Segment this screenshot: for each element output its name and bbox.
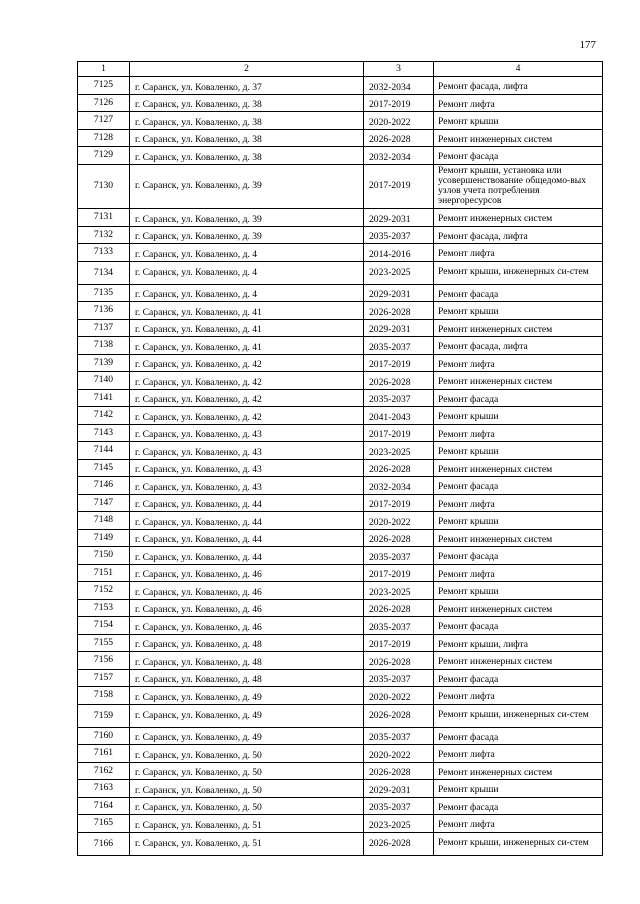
address-cell: г. Саранск, ул. Коваленко, д. 43 <box>130 442 364 460</box>
address-cell: г. Саранск, ул. Коваленко, д. 42 <box>130 407 364 425</box>
row-number-cell: 7143 <box>78 424 130 442</box>
table-row <box>78 319 603 337</box>
column-header-number: 1 <box>78 62 130 77</box>
table-row <box>78 94 603 112</box>
row-number-cell: 7140 <box>78 372 130 390</box>
row-number-cell: 7141 <box>78 389 130 407</box>
address-cell: г. Саранск, ул. Коваленко, д. 46 <box>130 599 364 617</box>
work-type-cell: Ремонт фасада, лифта <box>434 226 603 244</box>
work-type-cell: Ремонт лифта <box>434 815 603 833</box>
row-number-cell: 7156 <box>78 652 130 670</box>
work-type-cell: Ремонт фасада <box>434 617 603 635</box>
row-number-cell: 7161 <box>78 745 130 763</box>
address-cell: г. Саранск, ул. Коваленко, д. 38 <box>130 94 364 112</box>
row-number-cell: 7142 <box>78 407 130 425</box>
work-type-cell: Ремонт фасада, лифта <box>434 337 603 355</box>
period-cell: 2035-2037 <box>364 727 434 745</box>
table-row <box>78 512 603 530</box>
row-number-cell: 7139 <box>78 354 130 372</box>
table-row <box>78 832 603 855</box>
table-row <box>78 780 603 798</box>
table-row <box>78 477 603 495</box>
row-number-cell: 7138 <box>78 337 130 355</box>
work-type-cell: Ремонт инженерных систем <box>434 459 603 477</box>
work-type-cell: Ремонт крыши, лифта <box>434 634 603 652</box>
period-cell: 2035-2037 <box>364 797 434 815</box>
row-number-cell: 7127 <box>78 112 130 130</box>
address-cell: г. Саранск, ул. Коваленко, д. 42 <box>130 372 364 390</box>
address-cell: г. Саранск, ул. Коваленко, д. 50 <box>130 780 364 798</box>
table-row <box>78 337 603 355</box>
address-cell: г. Саранск, ул. Коваленко, д. 39 <box>130 226 364 244</box>
period-cell: 2023-2025 <box>364 442 434 460</box>
row-number-cell: 7144 <box>78 442 130 460</box>
period-cell: 2026-2028 <box>364 459 434 477</box>
table-row <box>78 582 603 600</box>
period-cell: 2035-2037 <box>364 226 434 244</box>
table-row <box>78 164 603 209</box>
period-cell: 2032-2034 <box>364 477 434 495</box>
period-cell: 2029-2031 <box>364 284 434 302</box>
period-cell: 2020-2022 <box>364 745 434 763</box>
table-row <box>78 226 603 244</box>
address-cell: г. Саранск, ул. Коваленко, д. 4 <box>130 244 364 262</box>
address-cell: г. Саранск, ул. Коваленко, д. 48 <box>130 634 364 652</box>
table-body <box>78 77 603 856</box>
work-type-cell: Ремонт инженерных систем <box>434 372 603 390</box>
period-cell: 2041-2043 <box>364 407 434 425</box>
table-row <box>78 284 603 302</box>
address-cell: г. Саранск, ул. Коваленко, д. 38 <box>130 129 364 147</box>
period-cell: 2023-2025 <box>364 582 434 600</box>
address-cell: г. Саранск, ул. Коваленко, д. 46 <box>130 582 364 600</box>
work-type-cell: Ремонт фасада <box>434 669 603 687</box>
table-row <box>78 599 603 617</box>
address-cell: г. Саранск, ул. Коваленко, д. 46 <box>130 564 364 582</box>
period-cell: 2020-2022 <box>364 687 434 705</box>
row-number-cell: 7149 <box>78 529 130 547</box>
table-row <box>78 407 603 425</box>
address-cell: г. Саранск, ул. Коваленко, д. 41 <box>130 337 364 355</box>
period-cell: 2035-2037 <box>364 617 434 635</box>
period-cell: 2035-2037 <box>364 337 434 355</box>
address-cell: г. Саранск, ул. Коваленко, д. 4 <box>130 261 364 284</box>
table-row <box>78 745 603 763</box>
address-cell: г. Саранск, ул. Коваленко, д. 39 <box>130 164 364 209</box>
work-type-cell: Ремонт крыши <box>434 512 603 530</box>
period-cell: 2017-2019 <box>364 424 434 442</box>
address-cell: г. Саранск, ул. Коваленко, д. 41 <box>130 302 364 320</box>
table-row <box>78 244 603 262</box>
table-row <box>78 372 603 390</box>
row-number-cell: 7136 <box>78 302 130 320</box>
work-type-cell: Ремонт фасада <box>434 147 603 165</box>
row-number-cell: 7125 <box>78 77 130 95</box>
work-type-cell: Ремонт крыши <box>434 582 603 600</box>
work-type-cell: Ремонт лифта <box>434 745 603 763</box>
table-row <box>78 617 603 635</box>
work-type-cell: Ремонт инженерных систем <box>434 529 603 547</box>
table-row <box>78 797 603 815</box>
work-type-cell: Ремонт фасада <box>434 727 603 745</box>
table-row <box>78 147 603 165</box>
row-number-cell: 7128 <box>78 129 130 147</box>
table-row <box>78 459 603 477</box>
table-row <box>78 77 603 95</box>
work-type-cell: Ремонт крыши <box>434 407 603 425</box>
table-row <box>78 815 603 833</box>
work-type-cell: Ремонт лифта <box>434 687 603 705</box>
period-cell: 2026-2028 <box>364 529 434 547</box>
address-cell: г. Саранск, ул. Коваленко, д. 50 <box>130 762 364 780</box>
period-cell: 2017-2019 <box>364 94 434 112</box>
address-cell: г. Саранск, ул. Коваленко, д. 48 <box>130 669 364 687</box>
table-row <box>78 424 603 442</box>
capital-repair-table <box>77 61 603 856</box>
period-cell: 2029-2031 <box>364 780 434 798</box>
address-cell: г. Саранск, ул. Коваленко, д. 42 <box>130 354 364 372</box>
address-cell: г. Саранск, ул. Коваленко, д. 38 <box>130 112 364 130</box>
period-cell: 2023-2025 <box>364 261 434 284</box>
row-number-cell: 7162 <box>78 762 130 780</box>
row-number-cell: 7129 <box>78 147 130 165</box>
work-type-cell: Ремонт фасада <box>434 477 603 495</box>
work-type-cell: Ремонт инженерных систем <box>434 129 603 147</box>
address-cell: г. Саранск, ул. Коваленко, д. 4 <box>130 284 364 302</box>
table-row <box>78 302 603 320</box>
work-type-cell: Ремонт фасада <box>434 797 603 815</box>
row-number-cell: 7137 <box>78 319 130 337</box>
row-number-cell: 7163 <box>78 780 130 798</box>
work-type-cell: Ремонт фасада <box>434 547 603 565</box>
address-cell: г. Саранск, ул. Коваленко, д. 51 <box>130 815 364 833</box>
table-row <box>78 494 603 512</box>
address-cell: г. Саранск, ул. Коваленко, д. 51 <box>130 832 364 855</box>
work-type-cell: Ремонт лифта <box>434 94 603 112</box>
work-type-cell: Ремонт крыши, инженерных си-стем <box>434 832 603 855</box>
period-cell: 2026-2028 <box>364 704 434 727</box>
work-type-cell: Ремонт инженерных систем <box>434 209 603 227</box>
address-cell: г. Саранск, ул. Коваленко, д. 43 <box>130 424 364 442</box>
table-row <box>78 389 603 407</box>
period-cell: 2014-2016 <box>364 244 434 262</box>
row-number-cell: 7147 <box>78 494 130 512</box>
address-cell: г. Саранск, ул. Коваленко, д. 50 <box>130 797 364 815</box>
table-row <box>78 442 603 460</box>
address-cell: г. Саранск, ул. Коваленко, д. 43 <box>130 477 364 495</box>
address-cell: г. Саранск, ул. Коваленко, д. 44 <box>130 494 364 512</box>
period-cell: 2026-2028 <box>364 372 434 390</box>
row-number-cell: 7151 <box>78 564 130 582</box>
row-number-cell: 7155 <box>78 634 130 652</box>
address-cell: г. Саранск, ул. Коваленко, д. 39 <box>130 209 364 227</box>
table-row <box>78 564 603 582</box>
row-number-cell: 7130 <box>78 164 130 209</box>
address-cell: г. Саранск, ул. Коваленко, д. 44 <box>130 547 364 565</box>
period-cell: 2035-2037 <box>364 547 434 565</box>
work-type-cell: Ремонт инженерных систем <box>434 652 603 670</box>
table-row <box>78 727 603 745</box>
address-cell: г. Саранск, ул. Коваленко, д. 49 <box>130 727 364 745</box>
column-header-work: 4 <box>434 62 603 77</box>
work-type-cell: Ремонт фасада, лифта <box>434 77 603 95</box>
row-number-cell: 7150 <box>78 547 130 565</box>
table-row <box>78 762 603 780</box>
work-type-cell: Ремонт лифта <box>434 354 603 372</box>
table-row <box>78 354 603 372</box>
table-row <box>78 652 603 670</box>
row-number-cell: 7154 <box>78 617 130 635</box>
period-cell: 2017-2019 <box>364 494 434 512</box>
work-type-cell: Ремонт лифта <box>434 424 603 442</box>
period-cell: 2026-2028 <box>364 599 434 617</box>
work-type-cell: Ремонт лифта <box>434 244 603 262</box>
address-cell: г. Саранск, ул. Коваленко, д. 41 <box>130 319 364 337</box>
row-number-cell: 7148 <box>78 512 130 530</box>
address-cell: г. Саранск, ул. Коваленко, д. 46 <box>130 617 364 635</box>
work-type-cell: Ремонт фасада <box>434 284 603 302</box>
address-cell: г. Саранск, ул. Коваленко, д. 38 <box>130 147 364 165</box>
work-type-cell: Ремонт крыши <box>434 442 603 460</box>
row-number-cell: 7132 <box>78 226 130 244</box>
table-row <box>78 129 603 147</box>
period-cell: 2026-2028 <box>364 129 434 147</box>
table-row <box>78 669 603 687</box>
row-number-cell: 7164 <box>78 797 130 815</box>
work-type-cell: Ремонт крыши <box>434 302 603 320</box>
table-row <box>78 112 603 130</box>
address-cell: г. Саранск, ул. Коваленко, д. 44 <box>130 512 364 530</box>
work-type-cell: Ремонт крыши <box>434 112 603 130</box>
address-cell: г. Саранск, ул. Коваленко, д. 49 <box>130 704 364 727</box>
period-cell: 2035-2037 <box>364 669 434 687</box>
period-cell: 2017-2019 <box>364 354 434 372</box>
row-number-cell: 7126 <box>78 94 130 112</box>
table-row <box>78 704 603 727</box>
table-row <box>78 547 603 565</box>
page-number: 177 <box>579 39 596 51</box>
table-row <box>78 634 603 652</box>
work-type-cell: Ремонт крыши, инженерных си-стем <box>434 261 603 284</box>
work-type-cell: Ремонт инженерных систем <box>434 762 603 780</box>
row-number-cell: 7145 <box>78 459 130 477</box>
address-cell: г. Саранск, ул. Коваленко, д. 50 <box>130 745 364 763</box>
row-number-cell: 7159 <box>78 704 130 727</box>
address-cell: г. Саранск, ул. Коваленко, д. 48 <box>130 652 364 670</box>
period-cell: 2032-2034 <box>364 147 434 165</box>
row-number-cell: 7135 <box>78 284 130 302</box>
row-number-cell: 7166 <box>78 832 130 855</box>
table-row <box>78 209 603 227</box>
period-cell: 2017-2019 <box>364 564 434 582</box>
work-type-cell: Ремонт крыши, установка или усовершенствование общедомо-вых узлов учета потребления энергоресурсов <box>434 164 603 209</box>
column-header-period: 3 <box>364 62 434 77</box>
column-header-address: 2 <box>130 62 364 77</box>
row-number-cell: 7158 <box>78 687 130 705</box>
row-number-cell: 7157 <box>78 669 130 687</box>
work-type-cell: Ремонт инженерных систем <box>434 599 603 617</box>
period-cell: 2023-2025 <box>364 815 434 833</box>
work-type-cell: Ремонт инженерных систем <box>434 319 603 337</box>
row-number-cell: 7146 <box>78 477 130 495</box>
address-cell: г. Саранск, ул. Коваленко, д. 44 <box>130 529 364 547</box>
row-number-cell: 7152 <box>78 582 130 600</box>
row-number-cell: 7134 <box>78 261 130 284</box>
period-cell: 2026-2028 <box>364 832 434 855</box>
period-cell: 2026-2028 <box>364 302 434 320</box>
table-row <box>78 687 603 705</box>
table-header-row <box>78 62 603 77</box>
period-cell: 2017-2019 <box>364 164 434 209</box>
address-cell: г. Саранск, ул. Коваленко, д. 49 <box>130 687 364 705</box>
row-number-cell: 7153 <box>78 599 130 617</box>
work-type-cell: Ремонт лифта <box>434 494 603 512</box>
period-cell: 2026-2028 <box>364 762 434 780</box>
work-type-cell: Ремонт лифта <box>434 564 603 582</box>
period-cell: 2035-2037 <box>364 389 434 407</box>
address-cell: г. Саранск, ул. Коваленко, д. 37 <box>130 77 364 95</box>
work-type-cell: Ремонт крыши, инженерных си-стем <box>434 704 603 727</box>
row-number-cell: 7133 <box>78 244 130 262</box>
period-cell: 2032-2034 <box>364 77 434 95</box>
table-row <box>78 529 603 547</box>
table-row <box>78 261 603 284</box>
period-cell: 2017-2019 <box>364 634 434 652</box>
period-cell: 2020-2022 <box>364 112 434 130</box>
row-number-cell: 7131 <box>78 209 130 227</box>
period-cell: 2029-2031 <box>364 209 434 227</box>
period-cell: 2020-2022 <box>364 512 434 530</box>
address-cell: г. Саранск, ул. Коваленко, д. 43 <box>130 459 364 477</box>
address-cell: г. Саранск, ул. Коваленко, д. 42 <box>130 389 364 407</box>
period-cell: 2029-2031 <box>364 319 434 337</box>
row-number-cell: 7165 <box>78 815 130 833</box>
work-type-cell: Ремонт фасада <box>434 389 603 407</box>
work-type-cell: Ремонт крыши <box>434 780 603 798</box>
period-cell: 2026-2028 <box>364 652 434 670</box>
row-number-cell: 7160 <box>78 727 130 745</box>
